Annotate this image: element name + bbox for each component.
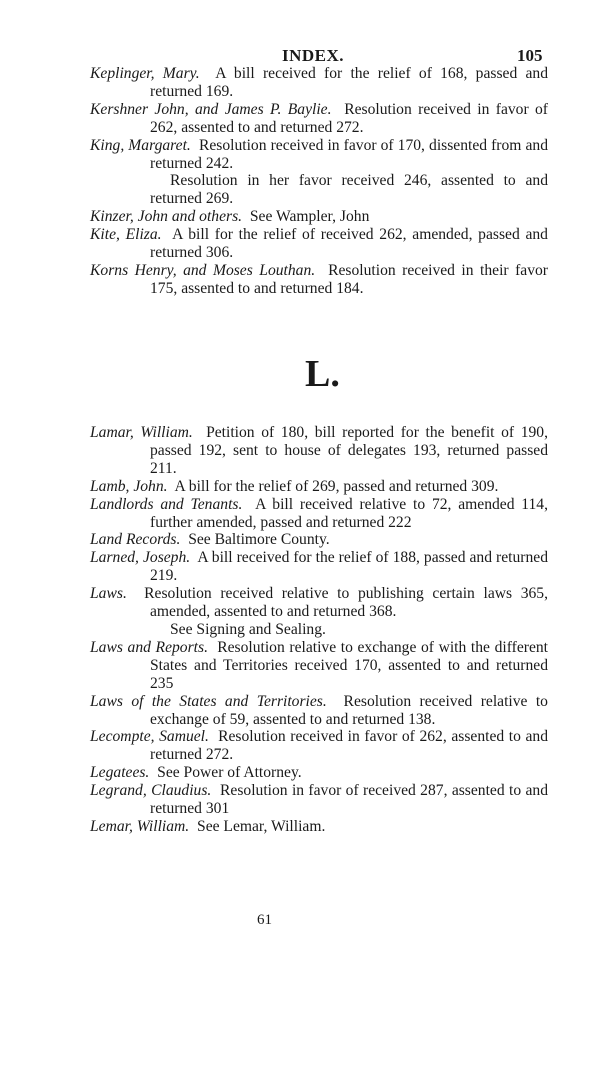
entry-text: A bill for the relief of received 262, amended, passed and returned 306.: [150, 226, 548, 262]
entry-headword: Laws of the States and Territories.: [90, 692, 327, 710]
entry-text: Petition of 180, bill reported for the benefit of 190, passed 192, sent to house of delegates 193, returned passed 211.: [150, 424, 548, 477]
entry-text: See Wampler, John: [249, 208, 370, 226]
entry-headword: Kinzer, John and others.: [90, 208, 243, 226]
index-entry: [90, 639, 548, 693]
entry-text: Resolution received relative to publishing certain laws 365, amended, assented to and returned 368.: [144, 585, 549, 621]
index-entry: [90, 226, 548, 262]
index-entry: [90, 101, 548, 137]
entry-text: Resolution relative to exchange of with the different States and Territories received 170, assented to and returned 235: [150, 638, 548, 692]
index-entry: [90, 818, 548, 836]
index-entry: [90, 782, 548, 818]
entry-headword: Lamb, John.: [90, 477, 168, 495]
index-section-l: [90, 424, 548, 836]
running-header-title: INDEX.: [282, 46, 345, 65]
entry-headword: Land Records.: [90, 531, 181, 549]
entry-headword: Keplinger, Mary.: [90, 65, 200, 82]
entry-text: A bill received for the relief of 168, passed and returned 169.: [150, 65, 549, 100]
entry-text: A bill received relative to 72, amended 114, further amended, passed and returned 222: [150, 495, 549, 531]
entry-headword: Laws and Reports.: [90, 638, 208, 656]
entry-text: Resolution received in favor of 170, dissented from and returned 242.: [150, 136, 549, 172]
entry-text: Resolution received in favor of 262, assented to and returned 272.: [150, 728, 548, 764]
index-entry: [90, 728, 548, 764]
entry-headword: Kershner John, and James P. Baylie.: [90, 100, 332, 118]
index-entry: [90, 208, 548, 226]
entry-headword: Kite, Eliza.: [90, 226, 162, 244]
page-number: 105: [517, 46, 543, 65]
entry-headword: Lemar, William.: [90, 817, 190, 835]
index-entry: [90, 531, 548, 549]
entry-text: Resolution received relative to exchange of 59, assented to and returned 138.: [150, 692, 548, 728]
index-entry: [90, 764, 548, 782]
index-entry: [90, 549, 548, 585]
index-entry: [90, 137, 548, 173]
entry-headword: Legatees.: [90, 764, 150, 782]
index-entry: [90, 424, 548, 478]
index-entry: [90, 65, 548, 101]
entry-headword: King, Margaret.: [90, 136, 191, 154]
entry-text: See Lemar, William.: [197, 817, 326, 835]
entry-headword: Larned, Joseph.: [90, 549, 191, 567]
entry-headword: Lecompte, Samuel.: [90, 728, 209, 746]
entry-subtext: Resolution in her favor received 246, assented to and returned 269.: [150, 172, 548, 208]
index-section-k: [90, 65, 548, 298]
index-entry: [90, 478, 548, 496]
entry-text: Resolution in favor of received 287, assented to and returned 301: [150, 782, 548, 818]
entry-subtext: See Signing and Sealing.: [170, 620, 326, 638]
entry-headword: Laws.: [90, 585, 127, 603]
index-entry: [90, 585, 548, 621]
entry-text: A bill received for the relief of 188, passed and returned 219.: [150, 549, 548, 585]
index-entry: [90, 693, 548, 729]
entry-text: See Power of Attorney.: [157, 764, 302, 782]
entry-text: See Baltimore County.: [188, 531, 330, 549]
entry-text: Resolution received in favor of 262, assented to and returned 272.: [150, 100, 548, 136]
entry-text: A bill for the relief of 269, passed and returned 309.: [174, 477, 499, 495]
entry-headword: Korns Henry, and Moses Louthan.: [90, 261, 316, 279]
entry-headword: Legrand, Claudius.: [90, 782, 212, 800]
signature-mark: 61: [257, 912, 272, 928]
section-letter-heading: L.: [305, 353, 340, 395]
entry-headword: Lamar, William.: [90, 424, 193, 441]
entry-text: Resolution received in their favor 175, assented to and returned 184.: [150, 261, 548, 297]
index-entry: [90, 496, 548, 532]
index-entry: [90, 262, 548, 298]
entry-headword: Landlords and Tenants.: [90, 495, 243, 513]
